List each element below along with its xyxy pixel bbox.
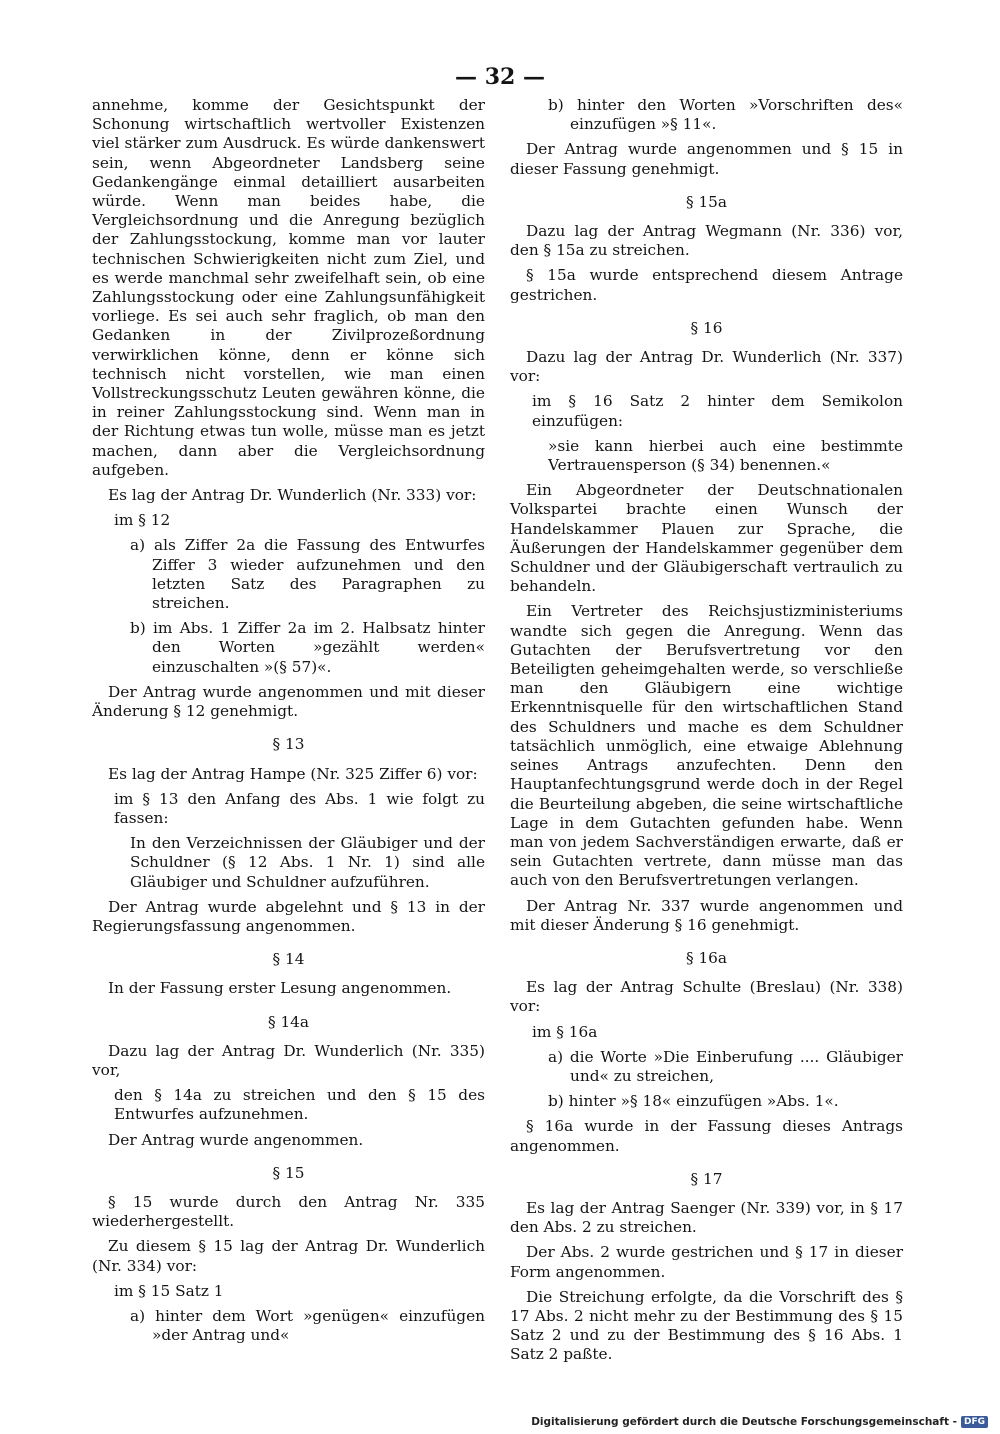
section-heading: § 16a (685, 948, 728, 967)
section-heading: § 16 (690, 318, 723, 337)
paragraph: a) die Worte »Die Einberufung .... Gläubiger und« zu streichen, (548, 1047, 903, 1085)
section-heading: § 15 (272, 1163, 305, 1182)
paragraph: Es lag der Antrag Schulte (Breslau) (Nr. 338) vor: (510, 978, 903, 1016)
paragraph: b) im Abs. 1 Ziffer 2a im 2. Halbsatz hinter den Worten »gezählt werden« einzuschalten »(§ 57)«. (130, 619, 485, 676)
paragraph: im § 16a (532, 1022, 598, 1041)
paragraph: Der Antrag wurde angenommen. (108, 1130, 364, 1149)
section-heading: § 14a (267, 1012, 310, 1031)
paragraph: im § 13 den Anfang des Abs. 1 wie folgt zu fassen: (114, 789, 485, 827)
section-heading: § 17 (690, 1169, 723, 1188)
paragraph: In den Verzeichnissen der Gläubiger und der Schuldner (§ 12 Abs. 1 Nr. 1) sind alle Gläubiger und Schuldner aufzuführen. (130, 834, 485, 891)
paragraph: § 15 wurde durch den Antrag Nr. 335 wiederhergestellt. (92, 1192, 485, 1231)
section-heading: § 13 (272, 735, 305, 754)
paragraph: im § 15 Satz 1 (114, 1281, 224, 1300)
paragraph: Es lag der Antrag Saenger (Nr. 339) vor, in § 17 den Abs. 2 zu streichen. (510, 1198, 903, 1237)
paragraph: »sie kann hierbei auch eine bestimmte Vertrauensperson (§ 34) benennen.« (548, 436, 903, 475)
paragraph: b) hinter »§ 18« einzufügen »Abs. 1«. (548, 1092, 839, 1111)
dfg-logo: DFG (961, 1416, 988, 1428)
paragraph: Der Antrag wurde abgelehnt und § 13 in der Regierungsfassung angenommen. (92, 897, 485, 935)
paragraph: Dazu lag der Antrag Wegmann (Nr. 336) vor, den § 15a zu streichen. (510, 222, 903, 260)
paragraph: a) als Ziffer 2a die Fassung des Entwurfes Ziffer 3 wieder aufzunehmen und den letzten Satz des Paragraphen zu streichen. (130, 536, 485, 613)
section-heading: § 15a (685, 192, 728, 211)
paragraph: Dazu lag der Antrag Dr. Wunderlich (Nr. 337) vor: (510, 348, 903, 386)
page-number: — 32 — (455, 64, 545, 90)
paragraph: den § 14a zu streichen und den § 15 des Entwurfes aufzunehmen. (114, 1086, 485, 1124)
paragraph: Es lag der Antrag Hampe (Nr. 325 Ziffer 6) vor: (108, 764, 478, 783)
paragraph: im § 12 (114, 511, 171, 530)
paragraph: Zu diesem § 15 lag der Antrag Dr. Wunderlich (Nr. 334) vor: (92, 1237, 485, 1275)
paragraph: § 16a wurde in der Fassung dieses Antrags angenommen. (510, 1117, 903, 1155)
left-column (92, 96, 485, 1351)
footer-text: Digitalisierung gefördert durch die Deutsche Forschungsgemeinschaft - (531, 1416, 957, 1428)
paragraph: Der Abs. 2 wurde gestrichen und § 17 in dieser Form angenommen. (510, 1243, 903, 1281)
paragraph: Es lag der Antrag Dr. Wunderlich (Nr. 333) vor: (108, 486, 477, 505)
paragraph: b) hinter den Worten »Vorschriften des« einzufügen »§ 11«. (548, 96, 903, 134)
paragraph: Der Antrag wurde angenommen und § 15 in dieser Fassung genehmigt. (510, 140, 903, 178)
paragraph: annehme, komme der Gesichtspunkt der Schonung wirtschaftlich wertvoller Existenzen viel stärker zum Ausdruck. Es würde dankenswert sein, wenn Abgeordneter Landsberg seine Gedankengänge einmal detailliert ausarbeiten würde. Wenn man beides habe, die Vergleichsordnung und die Anregung bezüglich der Zahlungsstockung, komme man vor lauter technischen Schwierigkeiten nicht zum Ziel, und es werde manchmal sehr zweifelhaft sein, ob eine Zahlungsstockung oder eine Zahlungsunfähigkeit vorliege. Es sei auch sehr fraglich, ob man den Gedanken in der Zivilprozeßordnung verwirklichen könne, denn er könne sich technisch nicht vorstellen, wie man einen Vollstreckungsschutz Leuten gewähren könne, die in reiner Zahlungsstockung sind. Wenn man in der Richtung etwas tun wolle, müsse man es jetzt machen, dann aber die Vergleichsordnung aufgeben. (92, 96, 485, 479)
paragraph: Der Antrag wurde angenommen und mit dieser Änderung § 12 genehmigt. (92, 682, 485, 721)
paragraph: § 15a wurde entsprechend diesem Antrage gestrichen. (510, 266, 903, 304)
paragraph: Ein Abgeordneter der Deutschnationalen Volkspartei brachte einen Wunsch der Handelskammer Plauen zur Sprache, die Äußerungen der Handelskammer gegenüber dem Schuldner und der Gläubigerschaft vertraulich zu behandeln. (510, 481, 903, 596)
paragraph: a) hinter dem Wort »genügen« einzufügen »der Antrag und« (130, 1306, 485, 1345)
paragraph: In der Fassung erster Lesung angenommen. (108, 979, 452, 998)
paragraph: Der Antrag Nr. 337 wurde angenommen und mit dieser Änderung § 16 genehmigt. (510, 896, 903, 934)
paragraph: Dazu lag der Antrag Dr. Wunderlich (Nr. 335) vor, (92, 1041, 485, 1079)
paragraph: Die Streichung erfolgte, da die Vorschrift des § 17 Abs. 2 nicht mehr zu der Bestimmung des § 15 Satz 2 und zu der Bestimmung des § 16 Abs. 1 Satz 2 paßte. (510, 1287, 903, 1364)
paragraph: Ein Vertreter des Reichsjustizministeriums wandte sich gegen die Anregung. Wenn das Gutachten der Berufsvertretung vor den Beteiligten geheimgehalten werde, so verschließe man den Gläubigern eine wichtige Erkenntnisquelle für den wirtschaftlichen Stand des Schuldners und mache es dem Schuldner tatsächlich unmöglich, eine etwaige Ablehnung seines Antrags anzufechten. Denn den Hauptanfechtungsgrund werde doch in der Regel die Beurteilung abgeben, die seine wirtschaftliche Lage in dem Gutachten gefunden habe. Wenn man von jedem Sachverständigen erwarte, daß er sein Gutachten vertrete, dann müsse man das auch von den Berufsvertretungen verlangen. (510, 602, 903, 890)
right-column (510, 96, 903, 1371)
section-heading: § 14 (272, 950, 305, 969)
footer-credit (531, 1416, 988, 1428)
paragraph: im § 16 Satz 2 hinter dem Semikolon einzufügen: (532, 392, 903, 430)
